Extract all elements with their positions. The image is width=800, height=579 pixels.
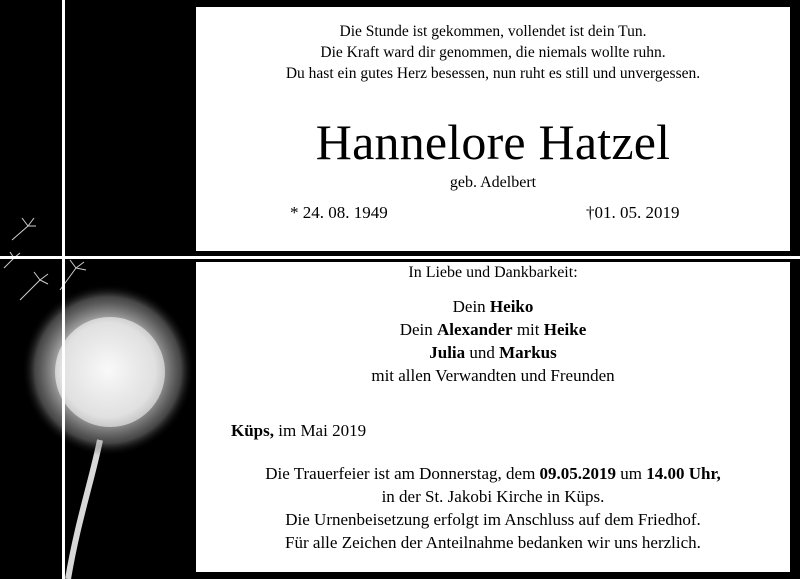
mourner-conjunction: mit <box>516 320 540 339</box>
place-date <box>231 421 366 441</box>
mourner-prefix: Dein <box>452 297 486 316</box>
mourner-line <box>196 341 790 364</box>
place-month: im Mai 2019 <box>278 421 367 440</box>
mourner-conjunction: und <box>469 343 495 362</box>
dandelion-photo <box>0 0 196 579</box>
service-text: um <box>620 464 643 483</box>
death-date: †01. 05. 2019 <box>586 203 680 222</box>
service-text: Die Trauerfeier ist am Donnerstag, dem <box>265 464 536 483</box>
mourner-name: Alexander <box>437 320 513 339</box>
birth-name: geb. Adelbert <box>449 174 537 191</box>
cross-vertical-line <box>62 0 65 579</box>
mourner-name: Heike <box>543 320 587 339</box>
thanks-heading: In Liebe und Dankbarkeit: <box>408 264 578 281</box>
service-time: 14.00 Uhr, <box>646 464 721 483</box>
mourner-line: mit allen Verwandten und Freunden <box>371 366 615 385</box>
dandelion-icon <box>0 0 196 579</box>
service-line: in der St. Jakobi Kirche in Küps. <box>381 487 605 506</box>
mourner-name: Julia <box>429 343 466 362</box>
top-panel <box>196 7 790 251</box>
deceased-name: Hannelore Hatzel <box>315 114 671 170</box>
service-date: 09.05.2019 <box>539 464 617 483</box>
cross-horizontal-line <box>0 256 800 259</box>
service-line: Die Urnenbeisetzung erfolgt im Anschluss auf dem Friedhof. <box>285 510 701 529</box>
service-line <box>196 462 790 485</box>
mourner-name: Heiko <box>489 297 534 316</box>
verse-line: Die Stunde ist gekommen, vollendet ist dein Tun. <box>339 23 647 40</box>
place-town: Küps, <box>231 421 274 440</box>
mourner-prefix: Dein <box>399 320 433 339</box>
bottom-panel <box>196 262 790 572</box>
birth-date: * 24. 08. 1949 <box>290 203 388 222</box>
verse-line: Du hast ein gutes Herz besessen, nun ruht es still und unvergessen. <box>285 65 701 82</box>
verse-line: Die Kraft ward dir genommen, die niemals wollte ruhn. <box>320 44 666 61</box>
mourner-line <box>196 295 790 318</box>
memorial-verse <box>196 21 790 84</box>
mourner-line <box>196 318 790 341</box>
service-line: Für alle Zeichen der Anteilnahme bedanken wir uns herzlich. <box>285 533 701 552</box>
service-info <box>196 462 790 554</box>
mourners-list <box>196 295 790 387</box>
mourner-name: Markus <box>499 343 557 362</box>
